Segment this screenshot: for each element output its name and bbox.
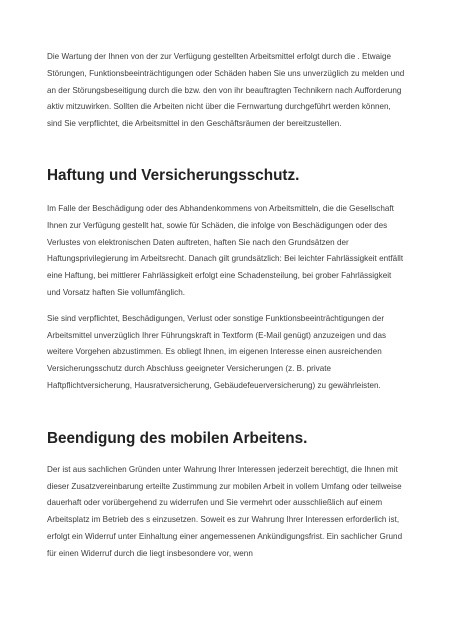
haftung-paragraph-1: Im Falle der Beschädigung oder des Abhandenkommens von Arbeitsmitteln, die die Gesellschaft Ihnen zur Verfügung gestellt hat, sowie für Schäden, die infolge von Beschädigungen oder des Verlustes von elektronischen Daten auftreten, haften Sie nach den Grundsätzen der Haftungsprivilegierung im Arbeitsrecht. Danach gilt grundsätzlich: Bei leichter Fahrlässigkeit entfällt eine Haftung, bei mittlerer Fahrlässigkeit erfolgt eine Schadensteilung, bei grober Fahrlässigkeit und Vorsatz haften Sie vollumfänglich. <box>47 203 404 297</box>
haftung-paragraph-2: Sie sind verpflichtet, Beschädigungen, Verlust oder sonstige Funktionsbeeinträchtigungen der Arbeitsmittel unverzüglich Ihrer Führungskraft in Textform (E-Mail genügt) anzuzeigen und das weitere Vorgehen abzustimmen. Es obliegt Ihnen, im eigenen Interesse einen ausreichenden Versicherungsschutz durch Abschluss geeigneter Versicherungen (z. B. private Haftpflichtversicherung, Hausratversicherung, Gebäudefeuerversicherung) zu gewährleisten. <box>47 313 387 390</box>
heading-beendigung: Beendigung des mobilen Arbeitens. <box>47 429 308 447</box>
heading-haftung: Haftung und Versicherungsschutz. <box>47 166 300 184</box>
beendigung-paragraph-1: Der ist aus sachlichen Gründen unter Wahrung Ihrer Interessen jederzeit berechtigt, die Ihnen mit dieser Zusatzvereinbarung erteilte Zustimmung zur mobilen Arbeit in vollem Umfang oder teilweise dauerhaft oder vorübergehend zu widerrufen und Sie vermehrt oder ausschließlich auf einem Arbeitsplatz im Betrieb des s einzusetzen. Soweit es zur Wahrung Ihrer Interessen erforderlich ist, erfolgt ein Widerruf unter Einhaltung einer angemessenen Ankündigungsfrist. Ein sachlicher Grund für einen Widerruf durch die liegt insbesondere vor, wenn <box>47 464 403 558</box>
intro-paragraph: Die Wartung der Ihnen von der zur Verfügung gestellten Arbeitsmittel erfolgt durch die . Etwaige Störungen, Funktionsbeeinträchtigungen oder Schäden haben Sie uns unverzüglich zu melden und an der Störungsbeseitigung durch die bzw. den von ihr beauftragten Technikern nach Aufforderung aktiv mitzuwirken. Sollten die Arbeiten nicht über die Fernwartung durchgeführt werden können, sind Sie verpflichtet, die Arbeitsmittel in den Geschäftsräumen der bereitzustellen. <box>47 52 405 129</box>
document-body <box>47 49 407 563</box>
